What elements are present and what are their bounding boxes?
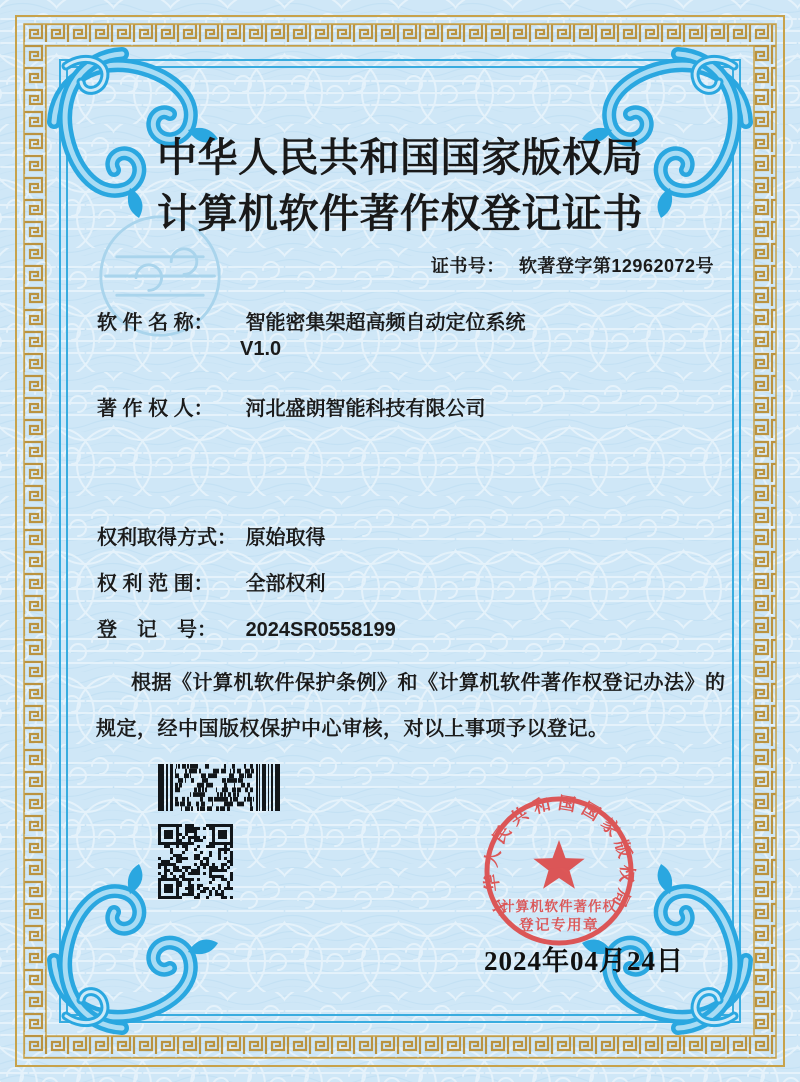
title-line-1: 中华人民共和国国家版权局	[157, 135, 643, 180]
certificate-number-value: 软著登字第12962072号	[518, 256, 714, 276]
seal-star-icon	[533, 840, 584, 889]
field-software-name-value: 智能密集架超高频自动定位系统	[245, 312, 526, 334]
title-line-2: 计算机软件著作权登记证书	[157, 191, 643, 236]
qr-code-icon	[158, 824, 233, 899]
statement-line-1: 根据《计算机软件保护条例》和《计算机软件著作权登记办法》的	[131, 672, 726, 694]
barcode-2d-icon	[158, 764, 280, 811]
field-acquisition-method-label: 权利取得方式：	[97, 527, 237, 549]
field-software-version: V1.0	[240, 338, 282, 360]
issue-date: 2024年04月24日	[484, 946, 684, 976]
field-software-name-label: 软 件 名 称：	[97, 312, 214, 334]
certificate-number	[0, 252, 714, 278]
seal-subtitle-line-1: 计算机软件著作权	[501, 899, 617, 914]
field-copyright-owner-label: 著 作 权 人：	[97, 398, 214, 420]
field-copyright-owner-value: 河北盛朗智能科技有限公司	[245, 398, 486, 420]
certificate-number-label: 证书号：	[430, 256, 505, 276]
field-acquisition-method	[97, 521, 326, 550]
statement-line-2: 规定，经中国版权保护中心审核，对以上事项予以登记。	[96, 718, 609, 740]
field-acquisition-method-value: 原始取得	[245, 527, 326, 549]
field-registration-number-value: 2024SR0558199	[245, 619, 396, 641]
field-registration-number-label: 登 记 号：	[97, 619, 217, 641]
field-rights-scope-value: 全部权利	[245, 573, 326, 595]
seal-ring-text: 中华人民共和国国家版权局	[480, 792, 638, 920]
field-registration-number	[97, 613, 396, 642]
field-rights-scope	[97, 567, 326, 596]
field-rights-scope-label: 权 利 范 围：	[97, 573, 214, 595]
field-software-name	[97, 306, 526, 335]
field-copyright-owner	[97, 392, 486, 421]
seal-subtitle-line-2: 登记专用章	[519, 918, 599, 934]
